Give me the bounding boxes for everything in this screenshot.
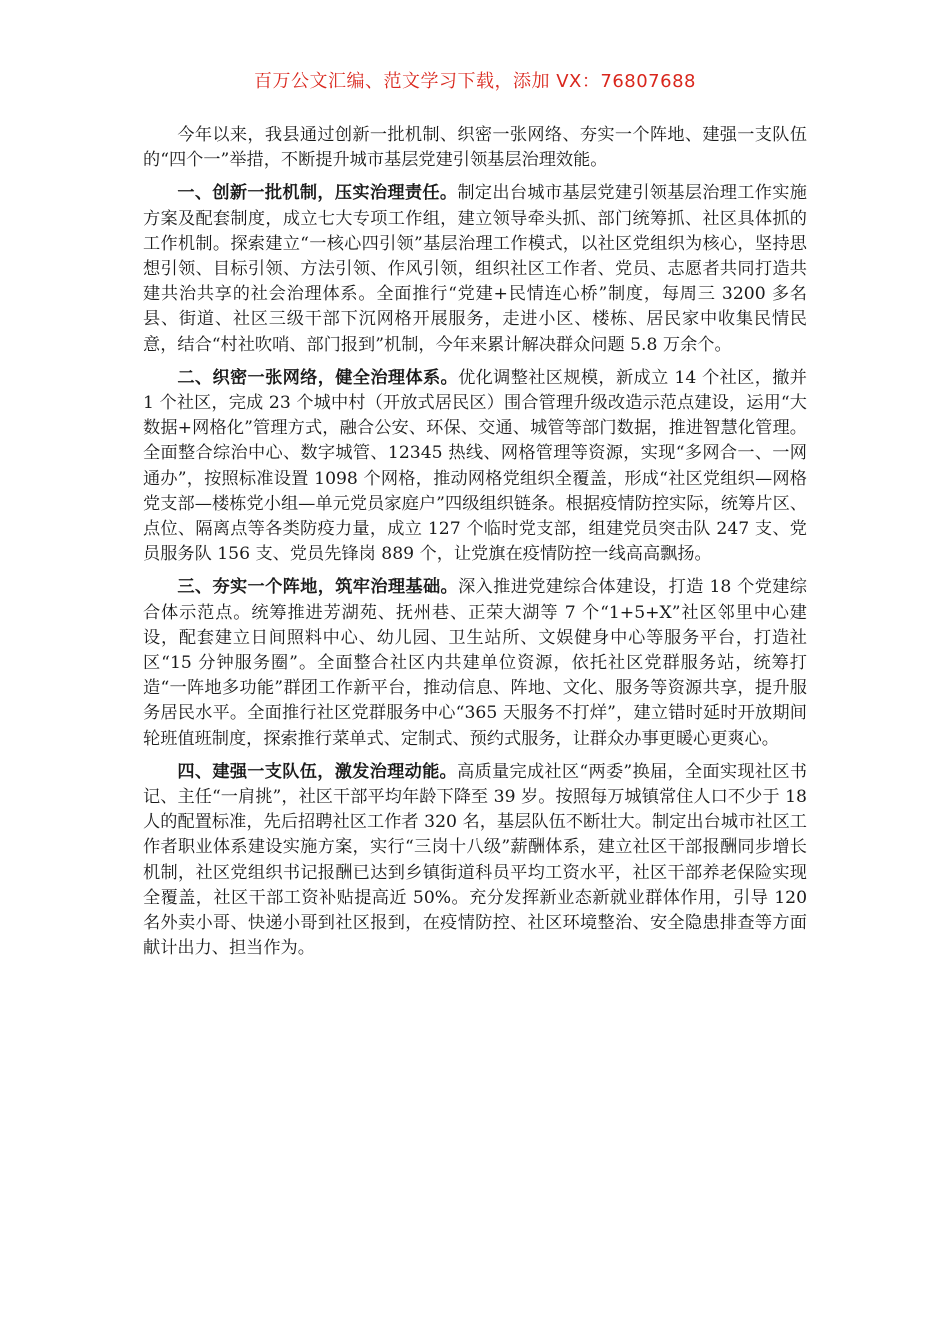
section-heading-2: 二、织密一张网络，健全治理体系。	[177, 367, 459, 388]
section-heading-3: 三、夯实一个阵地，筑牢治理基础。	[177, 577, 459, 598]
section-paragraph-2	[143, 366, 807, 568]
document-body	[143, 123, 807, 970]
section-text-1: 制定出台城市基层党建引领基层治理工作实施方案及配套制度，成立七大专项工作组，建立领导牵头抓、部门统筹抓、社区具体抓的工作机制。探索建立“一核心四引领”基层治理工作模式，以社区党组织为核心，坚持思想引领、目标引领、方法引领、作风引领，组织社区工作者、党员、志愿者共同打造共建共治共享的社会治理体系。全面推行“党建+民情连心桥”制度，每周三 3200 多名县、街道、社区三级干部下沉网格开展服务，走进小区、楼栋、居民家中收集民情民意，结合“村社吹哨、部门报到”机制，今年来累计解决群众问题 5.8 万余个。	[143, 183, 807, 355]
section-text-4: 高质量完成社区“两委”换届，全面实现社区书记、主任“一肩挑”，社区干部平均年龄下降至 39 岁。按照每万城镇常住人口不少于 18 人的配置标准，先后招聘社区工作者 320 名，基层队伍不断壮大。制定出台城市社区工作者职业体系建设实施方案，实行“三岗十八级”薪酬体系，建立社区干部报酬同步增长机制，社区党组织书记报酬已达到乡镇街道科员平均工资水平，社区干部养老保险实现全覆盖，社区干部工资补贴提高近 50%。充分发挥新业态新就业群体作用，引导 120 名外卖小哥、快递小哥到社区报到，在疫情防控、社区环境整治、安全隐患排查等方面献计出力、担当作为。	[143, 761, 807, 959]
section-heading-4: 四、建强一支队伍，激发治理动能。	[177, 761, 458, 782]
section-text-2: 优化调整社区规模，新成立 14 个社区，撤并 1 个社区，完成 23 个城中村（开放式居民区）围合管理升级改造示范点建设，运用“大数据+网格化”管理方式，融合公安、环保、交通、城管等部门数据，推进智慧化管理。全面整合综治中心、数字城管、12345 热线、网格管理等资源，实现“多网合一、一网通办”，按照标准设置 1098 个网格，推动网格党组织全覆盖，形成“社区党组织—网格党支部—楼栋党小组—单元党员家庭户”四级组织链条。根据疫情防控实际，统筹片区、点位、隔离点等各类防疫力量，成立 127 个临时党支部，组建党员突击队 247 支、党员服务队 156 支、党员先锋岗 889 个，让党旗在疫情防控一线高高飘扬。	[143, 367, 807, 565]
section-paragraph-3	[143, 575, 807, 751]
header-contact-note: 百万公文汇编、范文学习下载，添加 VX：76807688	[254, 71, 696, 92]
section-heading-1: 一、创新一批机制，压实治理责任。	[177, 183, 458, 204]
section-paragraph-1	[143, 181, 807, 357]
section-paragraph-4	[143, 760, 807, 962]
intro-paragraph: 今年以来，我县通过创新一批机制、织密一张网络、夯实一个阵地、建强一支队伍的“四个一”举措，不断提升城市基层党建引领基层治理效能。	[143, 125, 807, 171]
section-text-3: 深入推进党建综合体建设，打造 18 个党建综合体示范点。统筹推进芳湖苑、抚州巷、正荣大湖等 7 个“1+5+X”社区邻里中心建设，配套建立日间照料中心、幼儿园、卫生站所、文娱健身中心等服务平台，打造社区“15 分钟服务圈”。全面整合社区内共建单位资源，依托社区党群服务站，统筹打造“一阵地多功能”群团工作新平台，推动信息、阵地、文化、服务等资源共享，提升服务居民水平。全面推行社区党群服务中心“365 天服务不打烊”，建立错时延时开放期间轮班值班制度，探索推行菜单式、定制式、预约式服务，让群众办事更暖心更爽心。	[143, 577, 807, 749]
